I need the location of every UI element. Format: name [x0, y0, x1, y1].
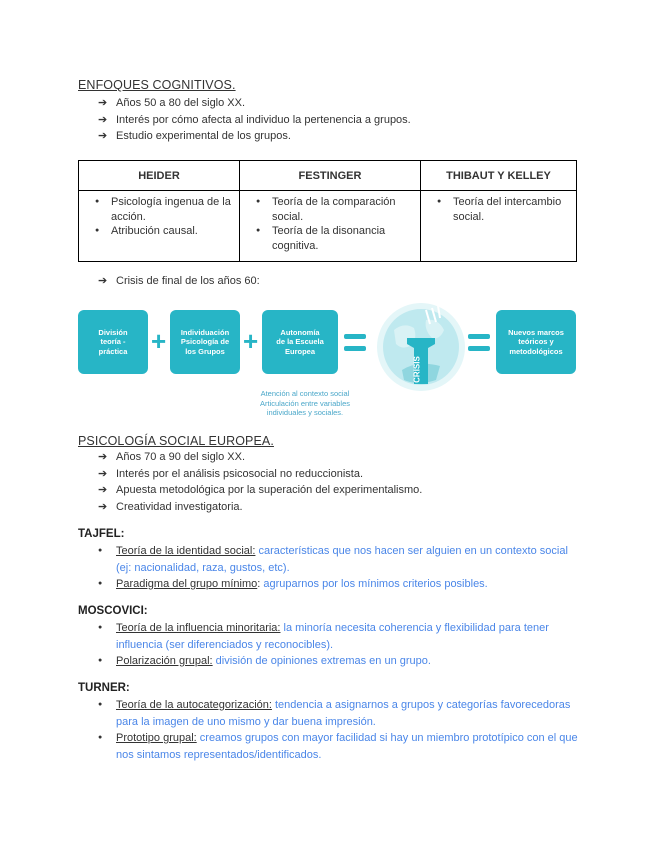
list-item: ● Teoría del intercambio social.	[437, 195, 570, 224]
authors-table	[78, 160, 577, 262]
list-item	[98, 653, 578, 670]
list-item: ➔ Interés por cómo afecta al individuo la pertenencia a grupos.	[98, 112, 411, 129]
section-title-psicologia-social-europea: PSICOLOGÍA SOCIAL EUROPEA.	[78, 434, 274, 448]
term: Teoría de la autocategorización:	[116, 699, 272, 711]
list-item: ● Atribución causal.	[95, 224, 233, 239]
box-nuevos-marcos: Nuevos marcos teóricos y metodológicos	[496, 310, 576, 374]
term: Prototipo grupal:	[116, 732, 197, 744]
arrow-icon: ➔	[98, 500, 108, 513]
list-item	[98, 697, 578, 730]
list-item: ➔ Años 70 a 90 del siglo XX.	[98, 449, 422, 466]
definition: división de opiniones extremas en un grupo.	[212, 655, 431, 667]
table-header-thibaut-kelley: THIBAUT Y KELLEY	[421, 161, 577, 191]
box-individuacion: Individuación Psicología de los Grupos	[170, 310, 240, 374]
equals-icon-bottom	[344, 346, 366, 351]
list-item	[98, 620, 578, 653]
list-item: ➔ Estudio experimental de los grupos.	[98, 128, 411, 145]
tajfel-list	[98, 543, 578, 593]
crisis-diagram	[78, 308, 577, 420]
box-division-teoria-practica: División teoría - práctica	[78, 310, 148, 374]
list-item: ● Teoría de la comparación social.	[256, 195, 414, 224]
table-cell-heider	[79, 191, 240, 262]
definition: la minoría necesita coherencia y flexibilidad para tener influencia (ser diferenciados y reconocibles).	[116, 622, 549, 651]
author-heading-moscovici: MOSCOVICI:	[78, 605, 148, 617]
crisis-list	[98, 273, 260, 290]
section-title-enfoques: ENFOQUES COGNITIVOS.	[78, 78, 236, 92]
europea-list	[98, 449, 422, 515]
moscovici-list	[98, 620, 578, 670]
list-item: ➔ Apuesta metodológica por la superación del experimentalismo.	[98, 482, 422, 499]
term: Polarización grupal:	[116, 655, 213, 667]
arrow-icon: ➔	[98, 130, 108, 142]
definition: agruparnos por los mínimos criterios posibles.	[260, 578, 488, 590]
list-item	[98, 730, 578, 763]
list-item: ● Psicología ingenua de la acción.	[95, 195, 233, 224]
equals-icon-bottom	[468, 346, 490, 351]
table-cell-festinger	[240, 191, 421, 262]
plus-icon: +	[151, 326, 167, 356]
box-autonomia-escuela-europea: Autonomía de la Escuela Europea	[262, 310, 338, 374]
arrow-icon: ➔	[98, 97, 108, 109]
term: Paradigma del grupo mínimo	[116, 578, 258, 590]
definition: creamos grupos con mayor facilidad si hay un miembro prototípico con el que nos sintamos representados/identificados.	[116, 732, 578, 761]
crisis-label: CRISIS	[412, 356, 422, 383]
equals-icon-top	[468, 334, 490, 339]
list-item: ➔ Años 50 a 80 del siglo XX.	[98, 95, 411, 112]
term: Teoría de la identidad social:	[116, 545, 256, 557]
enfoques-list	[98, 95, 411, 145]
turner-list	[98, 697, 578, 763]
arrow-icon: ➔	[98, 467, 108, 480]
list-item	[98, 543, 578, 576]
arrow-icon: ➔	[98, 484, 108, 496]
arrow-icon: ➔	[98, 451, 108, 463]
author-heading-turner: TURNER:	[78, 682, 130, 694]
list-item: ● Paradigma del grupo mínimo: agruparnos por los mínimos criterios posibles.	[98, 576, 578, 593]
list-item: ➔ Interés por el análisis psicosocial no reduccionista.	[98, 466, 422, 483]
list-item: ● Teoría de la disonancia cognitiva.	[256, 224, 414, 253]
list-item: ➔ Creatividad investigatoria.	[98, 499, 422, 516]
list-item: ➔ Crisis de final de los años 60:	[98, 273, 260, 290]
table-header-festinger: FESTINGER	[240, 161, 421, 191]
term: Teoría de la influencia minoritaria:	[116, 622, 281, 634]
arrow-icon: ➔	[98, 275, 108, 287]
plus-icon: +	[243, 326, 259, 356]
diagram-note: Atención al contexto social Articulación entre variables individuales y sociales.	[259, 389, 351, 417]
arrow-icon: ➔	[98, 113, 108, 126]
table-cell-thibaut-kelley	[421, 191, 577, 262]
equals-icon-top	[344, 334, 366, 339]
definition: tendencia a asignarnos a grupos y categorías favorecedoras para la imagen de uno mismo y dar buena impresión.	[116, 699, 571, 728]
author-heading-tajfel: TAJFEL:	[78, 528, 125, 540]
definition: características que nos hacen ser alguien en un contexto social (ej: nacionalidad, raza, gustos, etc).	[116, 545, 568, 574]
table-header-heider: HEIDER	[79, 161, 240, 191]
